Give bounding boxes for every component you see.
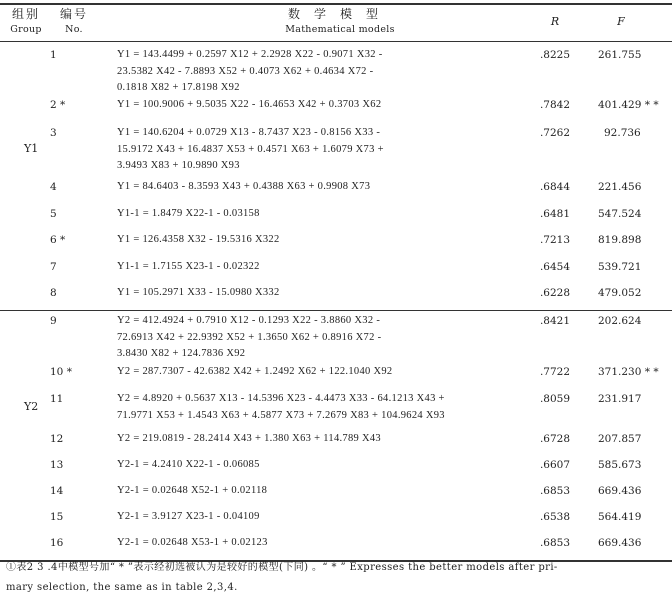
f-value: 669.436 [598, 537, 642, 549]
model-equation [117, 206, 527, 223]
header-model-zh: 数学模型 [287, 7, 392, 21]
model-equation [117, 457, 527, 474]
equation-line: Y1 = 84.6403 - 8.3593 X43 + 0.4388 X63 + 0.9908 X73 [117, 181, 371, 192]
model-equation [117, 391, 527, 424]
model-number: 10 * [50, 366, 72, 378]
r-value: .7842 [539, 99, 571, 111]
f-value: 479.052 [598, 287, 642, 299]
model-number: 1 [50, 49, 57, 61]
equation-line: Y1-1 = 1.8479 X22-1 - 0.03158 [117, 208, 260, 219]
group-divider [0, 310, 672, 311]
model-number: 12 [50, 433, 64, 445]
equation-line: Y1 = 140.6204 + 0.0729 X13 - 8.7437 X23 - 0.8156 X33 - [117, 127, 381, 138]
r-value: .7722 [539, 366, 571, 378]
r-value: .6228 [539, 287, 571, 299]
r-value: .8225 [539, 49, 571, 61]
f-value: 231.917 [598, 393, 642, 405]
equation-line: Y1 = 126.4358 X32 - 19.5316 X322 [117, 234, 280, 245]
model-equation [117, 97, 527, 114]
model-number: 14 [50, 485, 64, 497]
model-equation [117, 232, 527, 249]
model-number: 15 [50, 511, 64, 523]
top-rule [0, 3, 672, 5]
model-equation [117, 125, 527, 175]
equation-line: Y2 = 287.7307 - 42.6382 X42 + 1.2492 X62 + 122.1040 X92 [117, 366, 393, 377]
equation-line: 3.9493 X83 + 10.9890 X93 [117, 160, 240, 171]
f-value: 564.419 [598, 511, 642, 523]
model-equation [117, 47, 527, 97]
r-value: .7262 [539, 127, 571, 139]
model-number: 2 * [50, 99, 66, 111]
equation-line: Y1 = 143.4499 + 0.2597 X12 + 2.2928 X22 - 0.9071 X32 - [117, 49, 383, 60]
header-no-en: No. [65, 24, 83, 35]
footnote-line-2: mary selection, the same as in table 2,3,4. [6, 582, 238, 593]
footnote [6, 558, 670, 598]
header-rule [0, 41, 672, 42]
r-value: .6853 [539, 537, 571, 549]
r-value: .7213 [539, 234, 571, 246]
equation-line: Y2-1 = 0.02648 X52-1 + 0.02118 [117, 485, 268, 496]
r-value: .6728 [539, 433, 571, 445]
model-equation [117, 431, 527, 448]
equation-line: Y2 = 412.4924 + 0.7910 X12 - 0.1293 X22 - 3.8860 X32 - [117, 315, 381, 326]
r-value: .6481 [539, 208, 571, 220]
r-value: .6538 [539, 511, 571, 523]
header-model-en: Mathematical models [285, 24, 395, 35]
f-value: 539.721 [598, 261, 642, 273]
f-value: 92.736 [604, 127, 641, 139]
model-equation [117, 535, 527, 552]
model-number: 16 [50, 537, 64, 549]
footnote-line-1: ①表2 3 .4中模型号加“ * ”表示经初选被认为是较好的模型(下同) 。“ * ” Expresses the better models after pri- [6, 562, 558, 573]
r-value: .8421 [539, 315, 571, 327]
model-equation [117, 259, 527, 276]
equation-line: 3.8430 X82 + 124.7836 X92 [117, 348, 246, 359]
model-number: 9 [50, 315, 57, 327]
f-value: 207.857 [598, 433, 642, 445]
model-equation [117, 364, 527, 381]
equation-line: Y1 = 105.2971 X33 - 15.0980 X332 [117, 287, 280, 298]
r-value: .6454 [539, 261, 571, 273]
equation-line: 71.9771 X53 + 1.4543 X63 + 4.5877 X73 + 7.2679 X83 + 104.9624 X93 [117, 409, 445, 421]
equation-line: Y1 = 100.9006 + 9.5035 X22 - 16.4653 X42 + 0.3703 X62 [117, 99, 382, 110]
f-value: 261.755 [598, 49, 642, 61]
f-value: 585.673 [598, 459, 642, 471]
equation-line: Y2-1 = 0.02648 X53-1 + 0.02123 [117, 537, 268, 548]
model-number: 6 * [50, 234, 66, 246]
model-equation [117, 509, 527, 526]
f-value: 547.524 [598, 208, 642, 220]
r-value: .8059 [539, 393, 571, 405]
equation-line: Y2 = 4.8920 + 0.5637 X13 - 14.5396 X23 - 4.4473 X33 - 64.1213 X43 + [117, 393, 445, 404]
f-value: 819.898 [598, 234, 642, 246]
model-number: 3 [50, 127, 57, 139]
group-label: Y1 [24, 142, 39, 155]
equation-line: Y2 = 219.0819 - 28.2414 X43 + 1.380 X63 + 114.789 X43 [117, 433, 381, 444]
model-equation [117, 483, 527, 500]
header-r-label: R [550, 15, 560, 28]
f-value: 401.429 * * [598, 99, 659, 111]
header-r [530, 12, 580, 29]
header-f [596, 12, 646, 29]
equation-line: 0.1818 X82 + 17.8198 X92 [117, 82, 240, 93]
header-f-label: F [617, 15, 625, 28]
r-value: .6844 [539, 181, 571, 193]
header-group-en: Group [10, 24, 42, 35]
r-value: .6607 [539, 459, 571, 471]
model-number: 7 [50, 261, 57, 273]
model-number: 11 [50, 393, 64, 405]
equation-line: 72.6913 X42 + 22.9392 X52 + 1.3650 X62 + 0.8916 X72 - [117, 331, 382, 343]
equation-line: Y1-1 = 1.7155 X23-1 - 0.02322 [117, 261, 260, 272]
model-number: 13 [50, 459, 64, 471]
f-value: 371.230 * * [598, 366, 659, 378]
model-number: 8 [50, 287, 57, 299]
header-group-zh: 组别 [11, 7, 40, 21]
model-equation [117, 179, 527, 196]
model-number: 5 [50, 208, 57, 220]
model-equation [117, 313, 527, 363]
r-value: .6853 [539, 485, 571, 497]
group-label: Y2 [24, 400, 39, 413]
f-value: 221.456 [598, 181, 642, 193]
equation-line: Y2-1 = 3.9127 X23-1 - 0.04109 [117, 511, 260, 522]
equation-line: 23.5382 X42 - 7.8893 X52 + 0.4073 X62 + 0.4634 X72 - [117, 65, 374, 77]
header-no [54, 7, 94, 37]
f-value: 669.436 [598, 485, 642, 497]
header-model [240, 7, 440, 37]
equation-line: Y2-1 = 4.2410 X22-1 - 0.06085 [117, 459, 260, 470]
f-value: 202.624 [598, 315, 642, 327]
model-equation [117, 285, 527, 302]
equation-line: 15.9172 X43 + 16.4837 X53 + 0.4571 X63 + 1.6079 X73 + [117, 143, 384, 155]
model-number: 4 [50, 181, 57, 193]
header-no-zh: 编号 [59, 7, 88, 21]
header-group [4, 7, 48, 37]
